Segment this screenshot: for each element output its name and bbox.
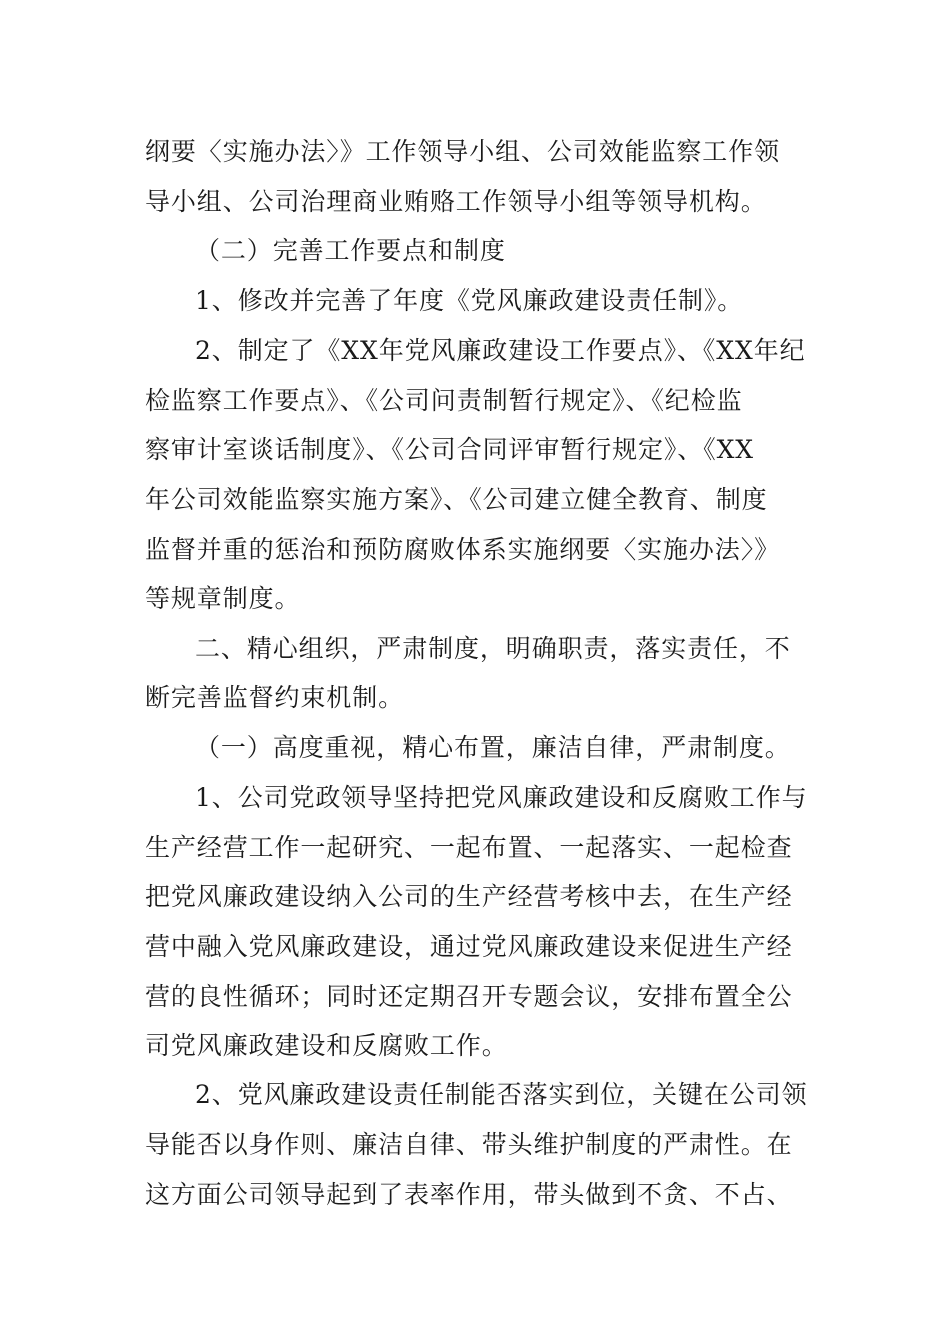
- text-line: 检监察工作要点》、《公司问责制暂行规定》、《纪检监: [145, 386, 743, 415]
- text-line: 导小组、公司治理商业贿赂工作领导小组等领导机构。: [145, 187, 767, 216]
- text-line: 纲要〈实施办法〉》工作领导小组、公司效能监察工作领: [145, 137, 781, 166]
- text-line: 生产经营工作一起研究、一起布置、一起落实、一起检查: [145, 833, 793, 862]
- text-line: 导能否以身作则、廉洁自律、带头维护制度的严肃性。在: [145, 1130, 793, 1159]
- text-line: 2、党风廉政建设责任制能否落实到位，关键在公司领: [195, 1080, 808, 1109]
- text-line: 这方面公司领导起到了表率作用，带头做到不贪、不占、: [145, 1180, 793, 1209]
- text-line: 2、制定了《XX年党风廉政建设工作要点》、《XX年纪: [195, 336, 806, 365]
- text-line: 1、修改并完善了年度《党风廉政建设责任制》。: [195, 286, 744, 315]
- text-line: 营中融入党风廉政建设，通过党风廉政建设来促进生产经: [145, 932, 793, 961]
- text-line: 监督并重的惩治和预防腐败体系实施纲要〈实施办法〉》: [145, 535, 781, 564]
- text-line: 1、公司党政领导坚持把党风廉政建设和反腐败工作与: [195, 783, 808, 812]
- text-line: 司党风廉政建设和反腐败工作。: [145, 1031, 508, 1060]
- text-line: 年公司效能监察实施方案》、《公司建立健全教育、制度: [145, 485, 768, 514]
- section-heading: （一）高度重视，精心布置，廉洁自律，严肃制度。: [195, 733, 791, 762]
- text-line: 察审计室谈话制度》、《公司合同评审暂行规定》、《XX: [145, 435, 754, 464]
- text-line: 等规章制度。: [145, 584, 301, 613]
- section-heading: （二）完善工作要点和制度: [195, 236, 506, 265]
- text-line: 把党风廉政建设纳入公司的生产经营考核中去，在生产经: [145, 882, 793, 911]
- text-line: 营的良性循环；同时还定期召开专题会议，安排布置全公: [145, 982, 793, 1011]
- section-heading: 断完善监督约束机制。: [145, 683, 405, 712]
- section-heading: 二、精心组织，严肃制度，明确职责，落实责任，不: [195, 634, 791, 663]
